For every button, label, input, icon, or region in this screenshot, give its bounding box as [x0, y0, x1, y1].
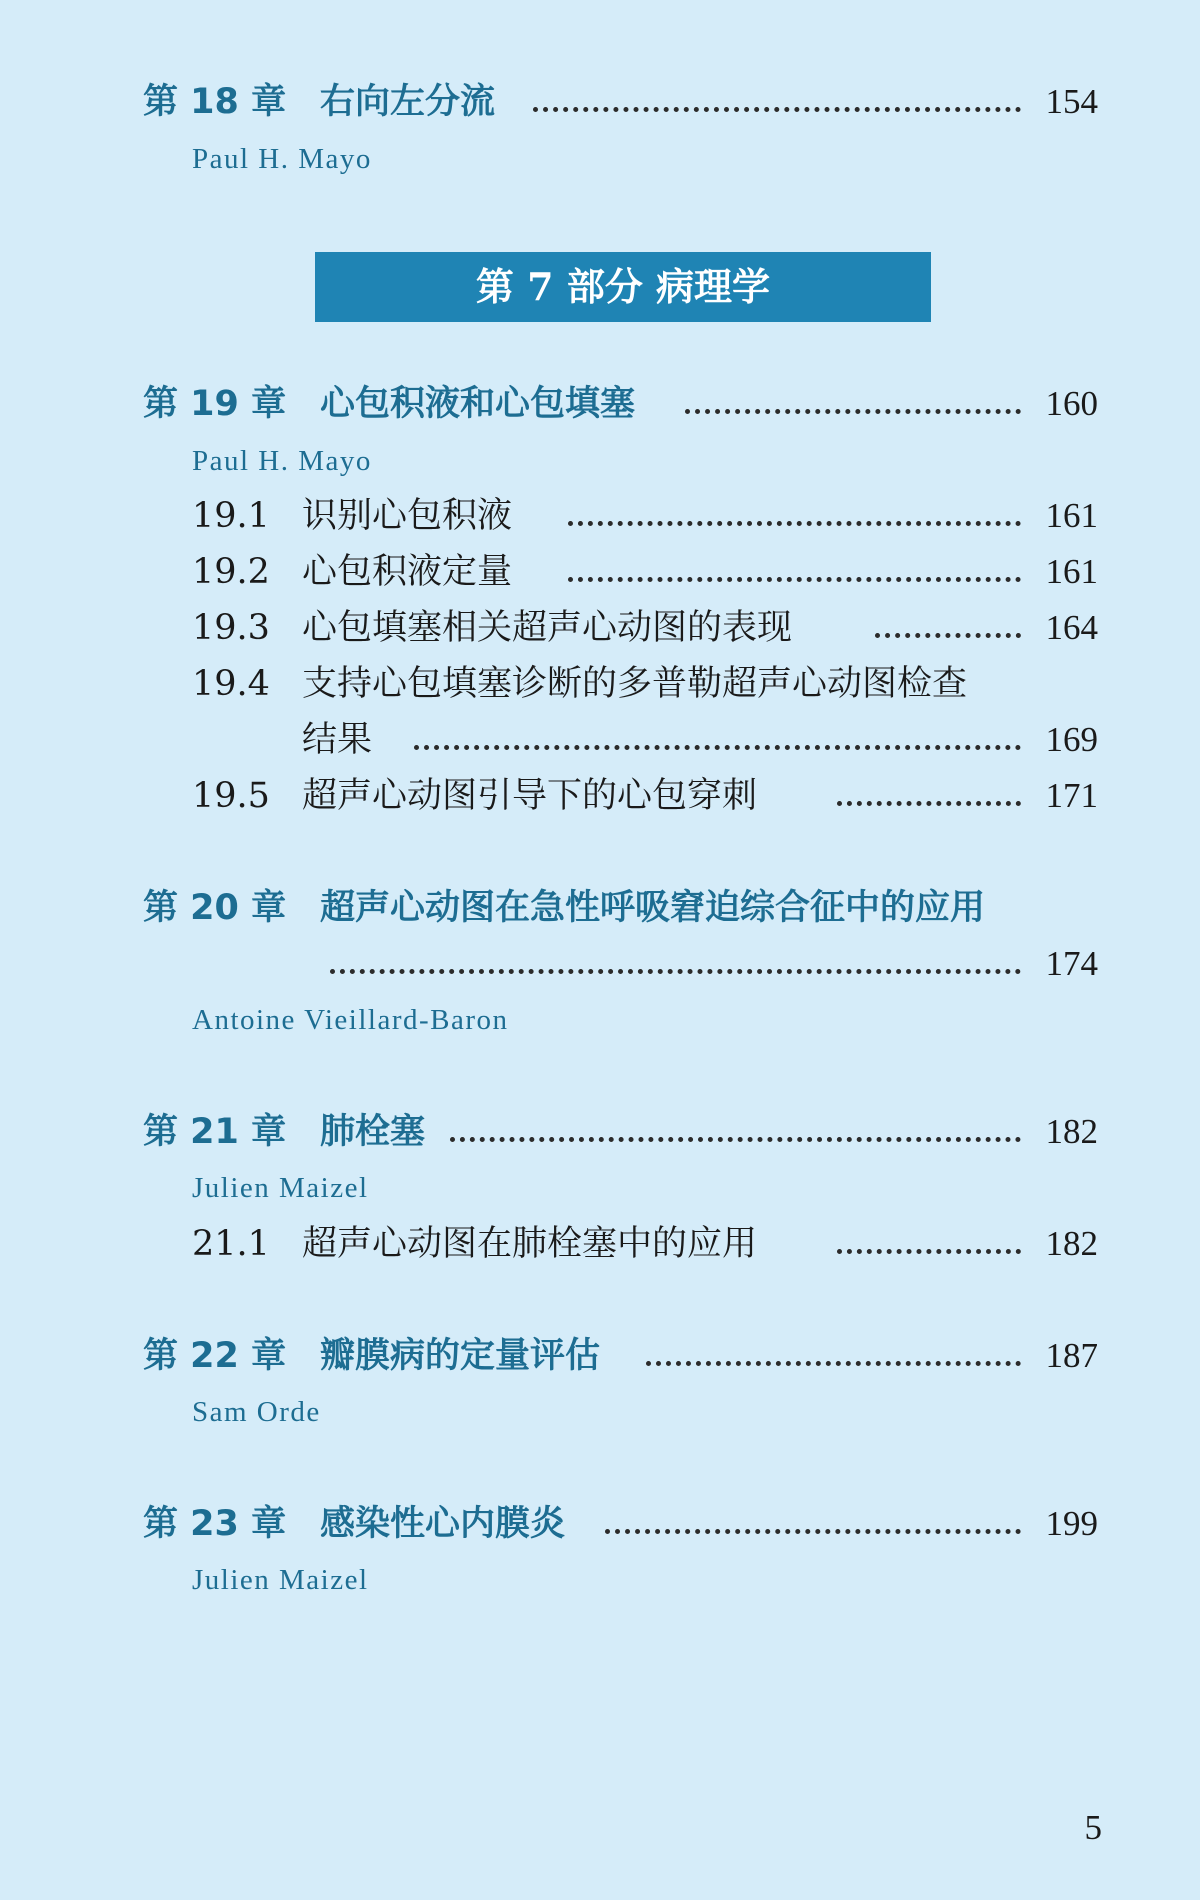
part-header: [315, 252, 931, 322]
section-page: 171: [1045, 776, 1098, 815]
chapter-title: 瓣膜病的定量评估: [320, 1336, 601, 1376]
section-title: 超声心动图引导下的心包穿刺: [302, 776, 758, 816]
dot-leader: [568, 521, 1021, 526]
chapter-page: 182: [1045, 1112, 1098, 1151]
section-page: 169: [1045, 720, 1098, 759]
toc-entry-section-19-4-continued: [0, 712, 1200, 768]
chapter-author: Julien Maizel: [192, 1564, 369, 1596]
dot-leader: [646, 1361, 1021, 1366]
section-number: 21.1: [192, 1224, 270, 1264]
dot-leader: [875, 633, 1021, 638]
section-page: 164: [1045, 608, 1098, 647]
toc-entry-section-19-3: [0, 600, 1200, 656]
part-label: 第 7 部分 病理学: [475, 264, 771, 309]
dot-leader: [568, 577, 1021, 582]
toc-entry-section-19-1: [0, 488, 1200, 544]
section-page: 161: [1045, 496, 1098, 535]
chapter-title: 超声心动图在急性呼吸窘迫综合征中的应用: [320, 888, 986, 928]
section-page: 182: [1045, 1224, 1098, 1263]
chapter-number: 第 23 章: [143, 1504, 287, 1544]
section-number: 19.5: [192, 776, 270, 816]
chapter-title: 心包积液和心包填塞: [320, 384, 636, 424]
chapter-page: 154: [1045, 82, 1098, 121]
section-title: 识别心包积液: [302, 496, 513, 536]
chapter-author: Paul H. Mayo: [192, 143, 372, 175]
dot-leader: [605, 1529, 1021, 1534]
chapter-page: 199: [1045, 1504, 1098, 1543]
toc-entry-chapter-23: [0, 1496, 1200, 1552]
toc-entry-chapter-20: [0, 880, 1200, 936]
dot-leader: [330, 969, 1021, 974]
chapter-author: Sam Orde: [192, 1396, 321, 1428]
chapter-title: 肺栓塞: [320, 1112, 426, 1152]
chapter-number: 第 20 章: [143, 888, 287, 928]
toc-entry-chapter-18: [0, 74, 1200, 130]
section-title: 心包填塞相关超声心动图的表现: [302, 608, 793, 648]
chapter-title: 右向左分流: [320, 82, 496, 122]
section-number: 19.2: [192, 552, 270, 592]
chapter-author: Antoine Vieillard-Baron: [192, 1004, 509, 1036]
section-title-continued: 结果: [302, 720, 373, 760]
section-title: 支持心包填塞诊断的多普勒超声心动图检查: [302, 664, 968, 704]
chapter-author: Paul H. Mayo: [192, 445, 372, 477]
chapter-page: 187: [1045, 1336, 1098, 1375]
chapter-number: 第 21 章: [143, 1112, 287, 1152]
dot-leader: [685, 409, 1021, 414]
toc-entry-chapter-21: [0, 1104, 1200, 1160]
section-page: 161: [1045, 552, 1098, 591]
chapter-title: 感染性心内膜炎: [320, 1504, 566, 1544]
section-number: 19.1: [192, 496, 270, 536]
toc-entry-section-21-1: [0, 1216, 1200, 1272]
dot-leader: [837, 1249, 1021, 1254]
dot-leader: [837, 801, 1021, 806]
toc-entry-section-19-4: [0, 656, 1200, 712]
toc-entry-chapter-22: [0, 1328, 1200, 1384]
toc-entry-chapter-20-continued: [0, 936, 1200, 992]
dot-leader: [414, 745, 1021, 750]
section-title: 心包积液定量: [302, 552, 513, 592]
section-title: 超声心动图在肺栓塞中的应用: [302, 1224, 758, 1264]
dot-leader: [450, 1137, 1021, 1142]
chapter-number: 第 19 章: [143, 384, 287, 424]
chapter-number: 第 18 章: [143, 82, 287, 122]
chapter-author: Julien Maizel: [192, 1172, 369, 1204]
section-number: 19.4: [192, 664, 270, 704]
section-number: 19.3: [192, 608, 270, 648]
toc-entry-section-19-5: [0, 768, 1200, 824]
chapter-page: 174: [1045, 944, 1098, 983]
chapter-number: 第 22 章: [143, 1336, 287, 1376]
page-number: 5: [1084, 1808, 1102, 1847]
chapter-page: 160: [1045, 384, 1098, 423]
toc-entry-section-19-2: [0, 544, 1200, 600]
toc-entry-chapter-19: [0, 376, 1200, 432]
dot-leader: [533, 107, 1021, 112]
